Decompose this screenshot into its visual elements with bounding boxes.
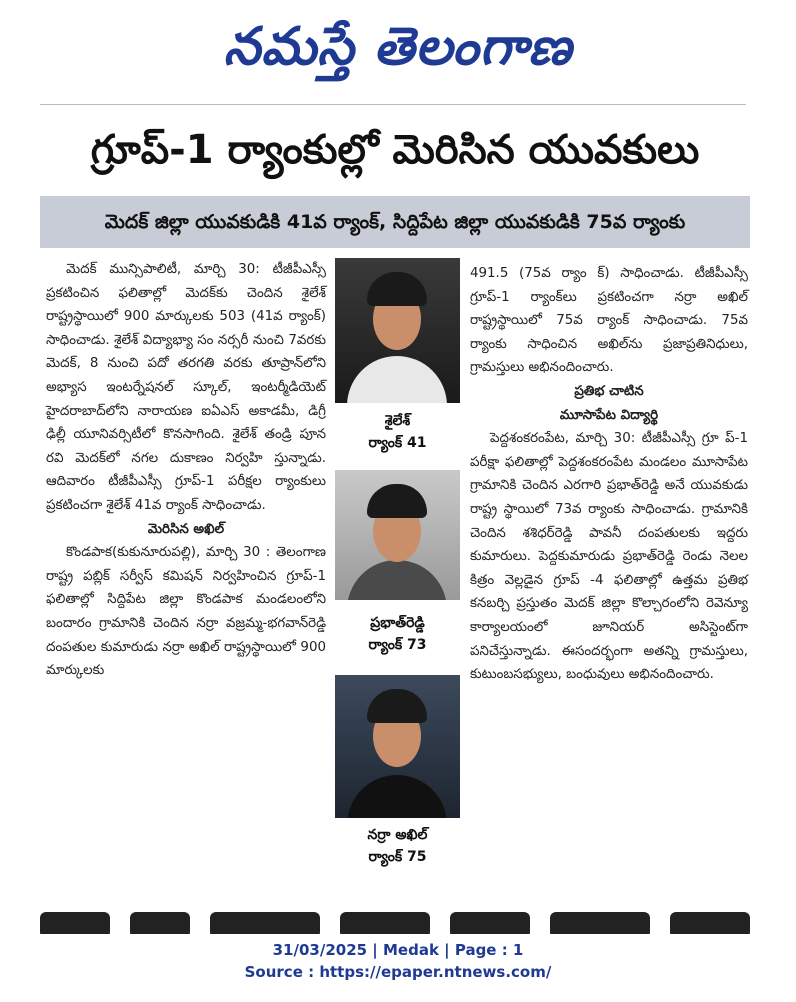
footer-source-line: Source : https://epaper.ntnews.com/ [244, 963, 552, 981]
caption-name: నర్రా అఖిల్‌ [367, 827, 428, 843]
article-paragraph: మెదక్‌ మున్సిపాలిటీ, మార్చి 30: టీజీపీఎస్సీ ప్రకటించిన ఫలితాల్లో మెదక్‌కు చెందిన శైలేశ్‌ రాష్ట్రస్థాయిలో 900 మార్కులకు 503 (41వ ర్యాంక్‌) సాధించాడు. శైలేశ్‌ విద్యాభ్యా సం నర్సరీ నుంచి 7వరకు మెదక్‌, 8 నుంచి పదో తరగతి వరకు తూప్రాన్‌లోని అభ్యాస ఇంటర్నేషనల్‌ స్కూల్‌, ఇంటర్మీడియెట్‌ హైదరాబాద్‌లోని నారాయణ ఐఏఎస్‌ అకాడమీ, డిగ్రీ ఢిల్లీ యూనివర్సిటీలో కొనసాగింది. శైలేశ్‌ తండ్రి పూన రవి మెదక్‌లో నగల దుకాణం నిర్వహి స్తున్నాడు. ఆదివారం టీజీపీఎస్సీ గ్రూప్‌-1 పరీక్షల ర్యాంకులు ప్రకటించగా శైలేశ్‌ 41వ ర్యాంక్‌ సాధించాడు. [46, 262, 326, 513]
photo-caption [335, 612, 460, 656]
caption-name: ప్రభాత్‌రెడ్డి [370, 615, 425, 631]
masthead-divider [40, 104, 746, 105]
article-paragraph: కొండపాక(కుకునూరుపల్లి), మార్చి 30 : తెలంగాణ రాష్ట్ర పబ్లిక్‌ సర్వీస్‌ కమిషన్‌ నిర్వహించిన గ్రూప్‌-1 ఫలితాల్లో సిద్దిపేట జిల్లా కొండపాక మండలంలోని బందారం గ్రామానికి చెందిన నర్రా వజ్రమ్మ-భగవాన్‌రెడ్డి దంపతుల కుమారుడు నర్రా అఖిల్‌ రాష్ట్రస్థాయిలో 900 మార్కులకు [46, 545, 326, 679]
subheadline-banner: మెదక్‌ జిల్లా యువకుడికి 41వ ర్యాంక్‌, సిద్దిపేట జిల్లా యువకుడికి 75వ ర్యాంకు [40, 196, 750, 248]
footer-date-line: 31/03/2025 | Medak | Page : 1 [272, 941, 524, 959]
caption-rank: ర్యాంక్‌ 75 [368, 849, 427, 865]
caption-name: శైలేశ్‌ [384, 413, 411, 429]
caption-rank: ర్యాంక్‌ 41 [368, 435, 427, 451]
article-paragraph: పెద్దశంకరంపేట, మార్చి 30: టీజీపీఎస్సీ గ్రూ ప్‌-1 పరీక్షా ఫలితాల్లో పెద్దశంకరంపేట మండలం మూసాపేట గ్రామానికి చెందిన ఎరగారి ప్రభాత్‌రెడ్డి అనే యువకుడు రాష్ట్ర స్థాయిలో 73వ ర్యాంకు సాధించాడు. గ్రామానికి చెందిన శశిధర్‌రెడ్డి పావనీ దంపతులకు ఇద్దరు కుమారులు. పెద్దకుమారుడు ప్రభాత్‌రెడ్డి రెండు నెలల కిత్రం వెల్లడైన గ్రూప్‌ -4 ఫలితాల్లో ఉత్తమ ప్రతిభ కనబర్చి ప్రస్తుతం మెదక్‌ జిల్లా కొల్చారంలోని రెవెన్యూ కార్యాలయంలో జూనియర్‌ అసిస్టెంట్‌గా పనిచేస్తున్నాడు. ఈసందర్భంగా అతన్ని గ్రామస్తులు, కుటుంబసభ్యులు, బంధువులు అభినందించారు. [470, 431, 748, 683]
portrait-photo-prabhath [335, 470, 460, 600]
caption-rank: ర్యాంక్‌ 73 [368, 637, 427, 653]
portrait-photo-shailesh [335, 258, 460, 403]
article-column-left [46, 258, 326, 683]
photo-caption [335, 824, 460, 868]
article-paragraph: 491.5 (75వ ర్యాం క్‌) సాధించాడు. టీజీపీఎస్సీ గ్రూప్‌-1 ర్యాంక్‌లు ప్రకటించగా నర్రా అఖిల్‌ రాష్ట్రస్థాయిలో 75వ ర్యాంక్‌ సాధించాడు. 75వ ర్యాంకు సాధించిన అఖిల్‌ను ప్రజాప్రతినిధులు, గ్రామస్తులు అభినందించారు. [470, 266, 748, 376]
section-heading: మూసాపేట విద్యార్థి [559, 407, 659, 423]
photo-caption [335, 410, 460, 454]
section-heading: ప్రతిభ చాటిన [574, 383, 644, 399]
section-heading: మెరిసిన అఖిల్‌ [147, 521, 225, 537]
portrait-photo-akhil [335, 675, 460, 818]
newspaper-logo: నమస్తే తెలంగాణ [223, 17, 573, 77]
headline: గ్రూప్‌-1 ర్యాంకుల్లో మెరిసిన యువకులు [90, 127, 700, 173]
next-headline-cropped [40, 912, 750, 934]
article-column-right [470, 262, 748, 687]
masthead [0, 0, 796, 98]
